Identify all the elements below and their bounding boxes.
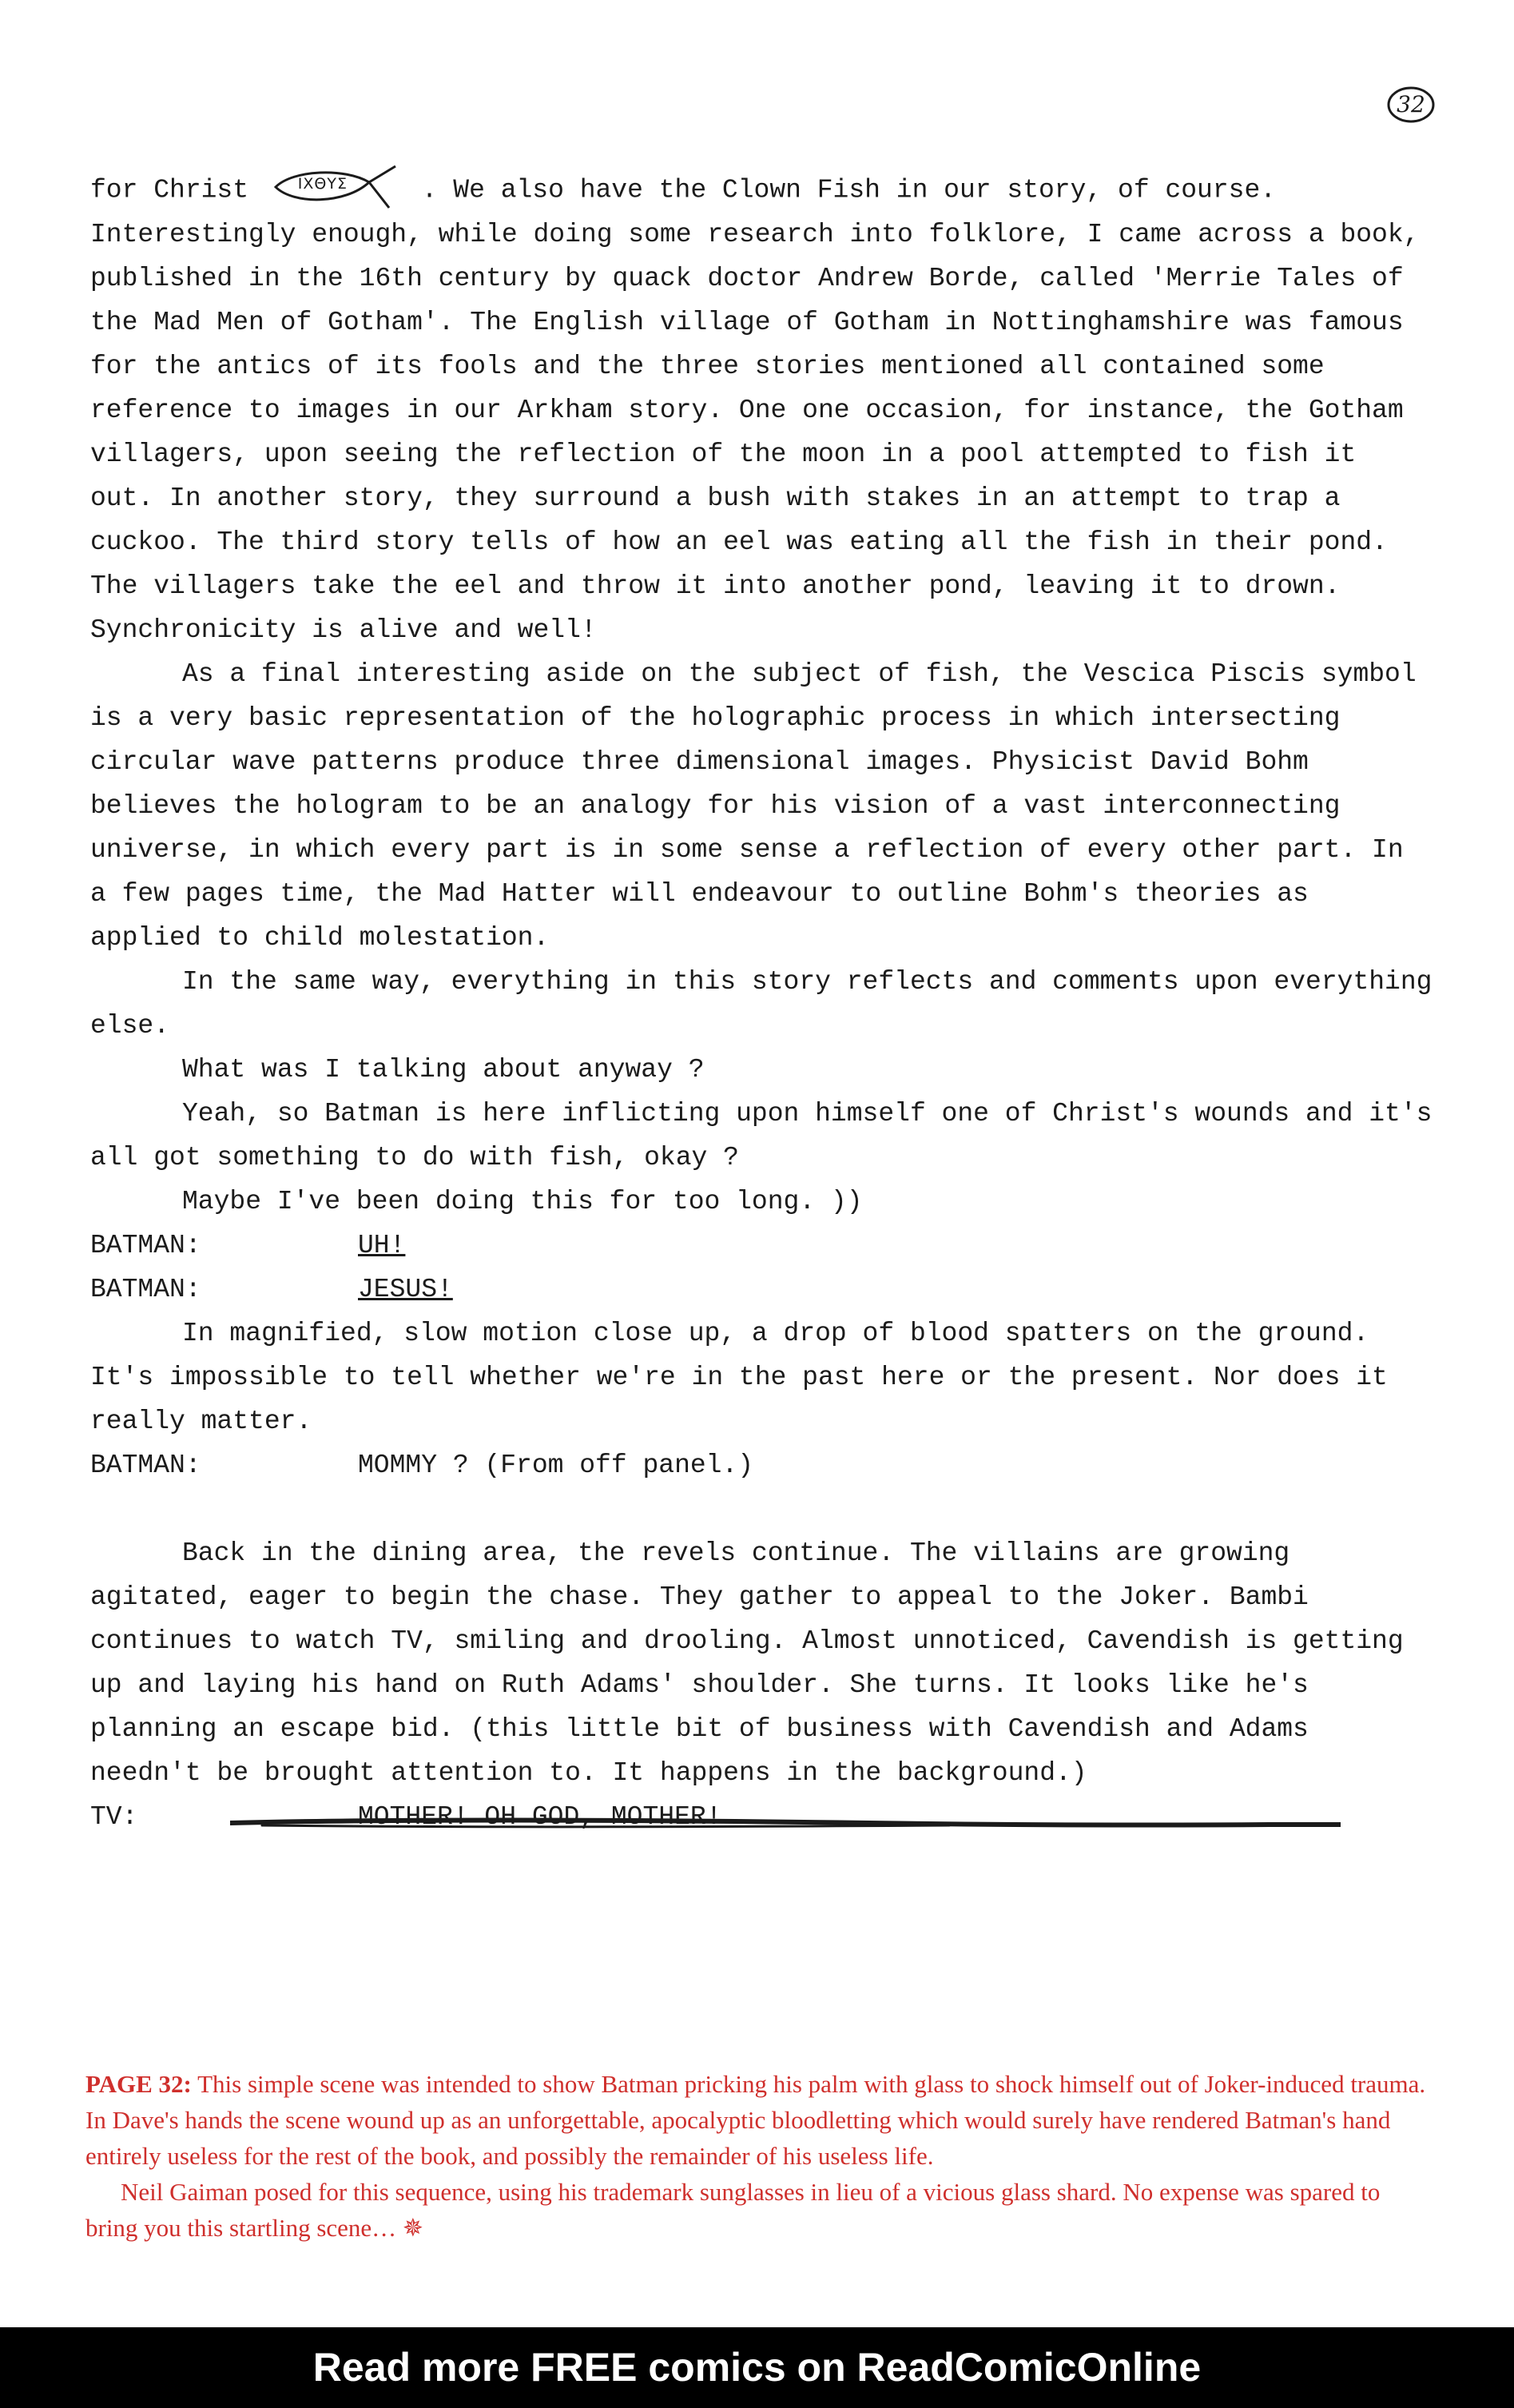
blank-line bbox=[90, 1487, 1433, 1531]
dialogue-uh bbox=[90, 1224, 1433, 1268]
dialogue-line: MOMMY ? (From off panel.) bbox=[358, 1451, 754, 1480]
script-body bbox=[90, 168, 1433, 1839]
script-paragraph-2: As a final interesting aside on the subject of fish, the Vescica Piscis symbol is a very basic representation of the holographic process in which intersecting circular wave patterns produce three dimensional images. Physicist David Bohm believes the hologram to be an analogy for his vision of a vast interconnecting universe, in which every part is in some sense a reflection of every other part. In a few pages time, the Mad Hatter will endeavour to outline Bohm's theories as applied to child molestation. bbox=[90, 659, 1417, 953]
dialogue-jesus bbox=[90, 1268, 1433, 1311]
scene-description-dining: Back in the dining area, the revels continue. The villains are growing agitated, eager to begin the chase. They gather to appeal to the Joker. Bambi continues to watch TV, smiling and drooling. Almost unnoticed, Cavendish is getting up and laying his hand on Ruth Adams' shoulder. She turns. It looks like he's planning an escape bid. (this little bit of business with Cavendish and Adams needn't be brought attention to. It happens in the background.) bbox=[90, 1538, 1404, 1788]
ink-divider-stroke bbox=[230, 1816, 1341, 1832]
p1-rest: . We also have the Clown Fish in our story, of course. Interestingly enough, while doing some research into folklore, I came across a book, published in the 16th century by quack doctor Andrew Borde, called 'Merrie Tales of the Mad Men of Gotham'. The English village of Gotham in Nottinghamshire was famous for the antics of its fools and the three stories mentioned all contained some reference to images in our Arkham story. One one occasion, for instance, the Gotham villagers, upon seeing the reflection of the moon in a pool attempted to fish it out. In another story, they surround a bush with stakes in an attempt to trap a cuckoo. The third story tells of how an eel was eating all the fish in their pond. The villagers take the eel and throw it into another pond, leaving it to drown. Synchronicity is alive and well! bbox=[90, 175, 1420, 645]
read-more-banner[interactable]: Read more FREE comics on ReadComicOnline bbox=[0, 2327, 1514, 2408]
dialogue-line: UH! bbox=[358, 1231, 406, 1260]
script-paragraph-4: What was I talking about anyway ? bbox=[182, 1055, 705, 1085]
script-paragraph-6: Maybe I've been doing this for too long. )) bbox=[182, 1187, 863, 1216]
page-number-circle bbox=[1386, 85, 1436, 125]
commentary-block bbox=[85, 2066, 1436, 2246]
dialogue-line: MOTHER! OH GOD, MOTHER! bbox=[358, 1802, 722, 1832]
speaker: BATMAN: bbox=[90, 1231, 201, 1260]
commentary-paragraph-1 bbox=[85, 2066, 1436, 2174]
commentary-label: PAGE 32: bbox=[85, 2070, 192, 2098]
speaker: BATMAN: bbox=[90, 1451, 201, 1480]
ichthys-letters: IXΘYΣ bbox=[297, 175, 348, 193]
dialogue-line: JESUS! bbox=[358, 1275, 453, 1304]
page-number: 32 bbox=[1397, 91, 1425, 117]
ichthys-fish-icon bbox=[269, 165, 401, 209]
dialogue-mommy bbox=[90, 1443, 1433, 1487]
script-paragraph-1 bbox=[90, 168, 1433, 652]
script-paragraph-3: In the same way, everything in this story reflects and comments upon everything else. bbox=[90, 967, 1433, 1041]
scene-description-blood: In magnified, slow motion close up, a drop of blood spatters on the ground. It's impossible to tell whether we're in the past here or the present. Nor does it really matter. bbox=[90, 1319, 1388, 1436]
p1-lead: for Christ bbox=[90, 175, 249, 205]
commentary-text-1: This simple scene was intended to show Batman pricking his palm with glass to shock himself out of Joker-induced trauma. In Dave's hands the scene wound up as an unforgettable, apocalyptic bloodletting which would surely have rendered Batman's hand entirely useless for the rest of the book, and possibly the remainder of his useless life. bbox=[85, 2070, 1426, 2170]
commentary-paragraph-2: Neil Gaiman posed for this sequence, using his trademark sunglasses in lieu of a vicious glass shard. No expense was spared to bring you this startling scene… ✵ bbox=[85, 2178, 1381, 2242]
speaker: TV: bbox=[90, 1802, 138, 1832]
speaker: BATMAN: bbox=[90, 1275, 201, 1304]
script-paragraph-5: Yeah, so Batman is here inflicting upon himself one of Christ's wounds and it's all got something to do with fish, okay ? bbox=[90, 1099, 1433, 1172]
